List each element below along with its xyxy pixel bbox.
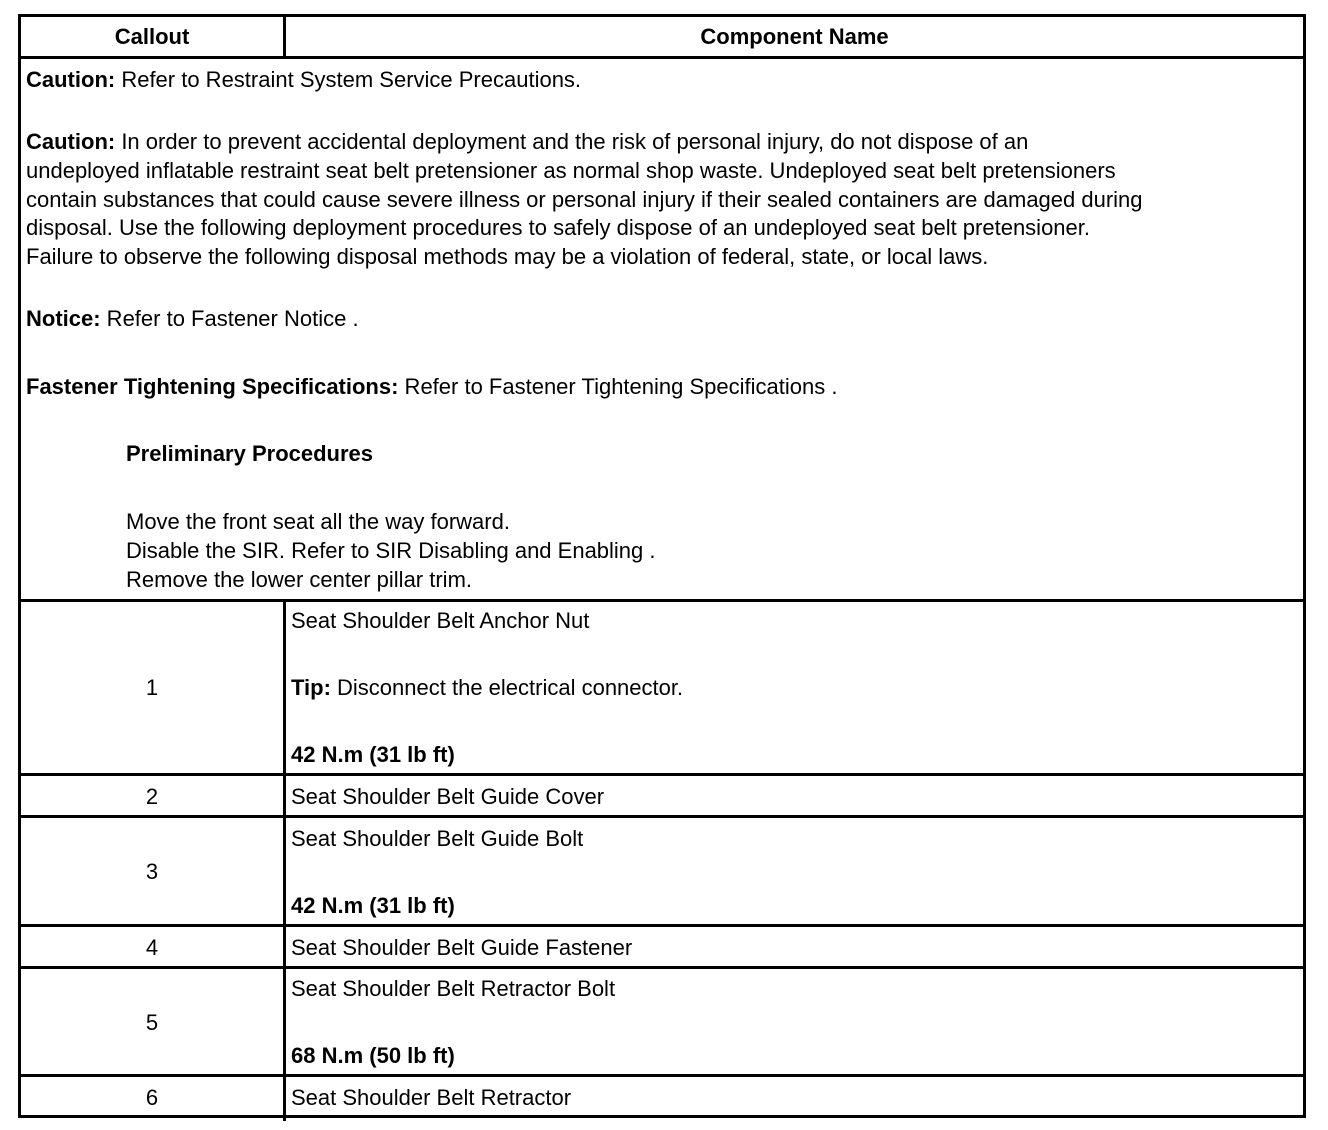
- row-divider: [21, 815, 1303, 818]
- row-divider: [21, 966, 1303, 969]
- caution-text: Refer to Restraint System Service Precautions.: [115, 67, 582, 92]
- callout-number: 2: [145, 784, 159, 809]
- caution-deployment-line: contain substances that could cause severe illness or personal injury if their sealed containers are damaged during: [26, 187, 1143, 212]
- notice-fastener: [26, 305, 359, 333]
- component-tip: [291, 674, 683, 702]
- torque-spec: 68 N.m (50 lb ft): [291, 1043, 455, 1068]
- preliminary-step: Move the front seat all the way forward.: [126, 509, 510, 534]
- callout-number: 5: [145, 1010, 159, 1035]
- caution-deployment-line: disposal. Use the following deployment procedures to safely dispose of an undeployed seat belt pretensioner.: [26, 215, 1091, 240]
- component-name: Seat Shoulder Belt Guide Bolt: [291, 826, 584, 851]
- fastener-label: Fastener Tightening Specifications:: [26, 374, 399, 399]
- row-divider: [21, 924, 1303, 927]
- caution-label: Caution:: [26, 129, 116, 154]
- caution-restraint-precautions: [26, 66, 581, 94]
- callout-number: 1: [145, 675, 159, 700]
- caution-deployment-line: Failure to observe the following disposal methods may be a violation of federal, state, or local laws.: [26, 244, 989, 269]
- notice-label: Notice:: [26, 306, 101, 331]
- callout-number: 6: [145, 1085, 159, 1110]
- fastener-text: Refer to Fastener Tightening Specifications .: [398, 374, 838, 399]
- notice-text: Refer to Fastener Notice .: [100, 306, 359, 331]
- callout-number: 3: [145, 859, 159, 884]
- row-divider: [21, 599, 1303, 602]
- callout-number: 4: [145, 935, 159, 960]
- caution-deployment-line: undeployed inflatable restraint seat belt pretensioner as normal shop waste. Undeployed seat belt pretensioners: [26, 158, 1116, 183]
- header-callout: Callout: [114, 24, 190, 49]
- component-name: Seat Shoulder Belt Guide Cover: [291, 784, 605, 809]
- preliminary-step: Disable the SIR. Refer to SIR Disabling and Enabling .: [126, 538, 656, 563]
- row-divider: [21, 773, 1303, 776]
- component-name: Seat Shoulder Belt Anchor Nut: [291, 608, 590, 633]
- caution-deployment-line: [26, 128, 1028, 156]
- row-divider: [21, 1074, 1303, 1077]
- tip-label: Tip:: [291, 675, 331, 700]
- caution-label: Caution:: [26, 67, 116, 92]
- preliminary-step: Remove the lower center pillar trim.: [126, 567, 473, 592]
- fastener-specifications: [26, 373, 837, 401]
- preliminary-procedures-title: Preliminary Procedures: [126, 441, 374, 466]
- component-name: Seat Shoulder Belt Guide Fastener: [291, 935, 633, 960]
- torque-spec: 42 N.m (31 lb ft): [291, 742, 455, 767]
- tip-text: Disconnect the electrical connector.: [330, 675, 684, 700]
- header-component-name: Component Name: [700, 24, 889, 49]
- component-name: Seat Shoulder Belt Retractor: [291, 1085, 572, 1110]
- header-divider: [21, 56, 1303, 59]
- caution-text: In order to prevent accidental deployment and the risk of personal injury, do not dispose of an: [115, 129, 1029, 154]
- torque-spec: 42 N.m (31 lb ft): [291, 893, 455, 918]
- column-divider: [283, 599, 286, 1121]
- component-name: Seat Shoulder Belt Retractor Bolt: [291, 976, 616, 1001]
- component-table: [18, 14, 1306, 1118]
